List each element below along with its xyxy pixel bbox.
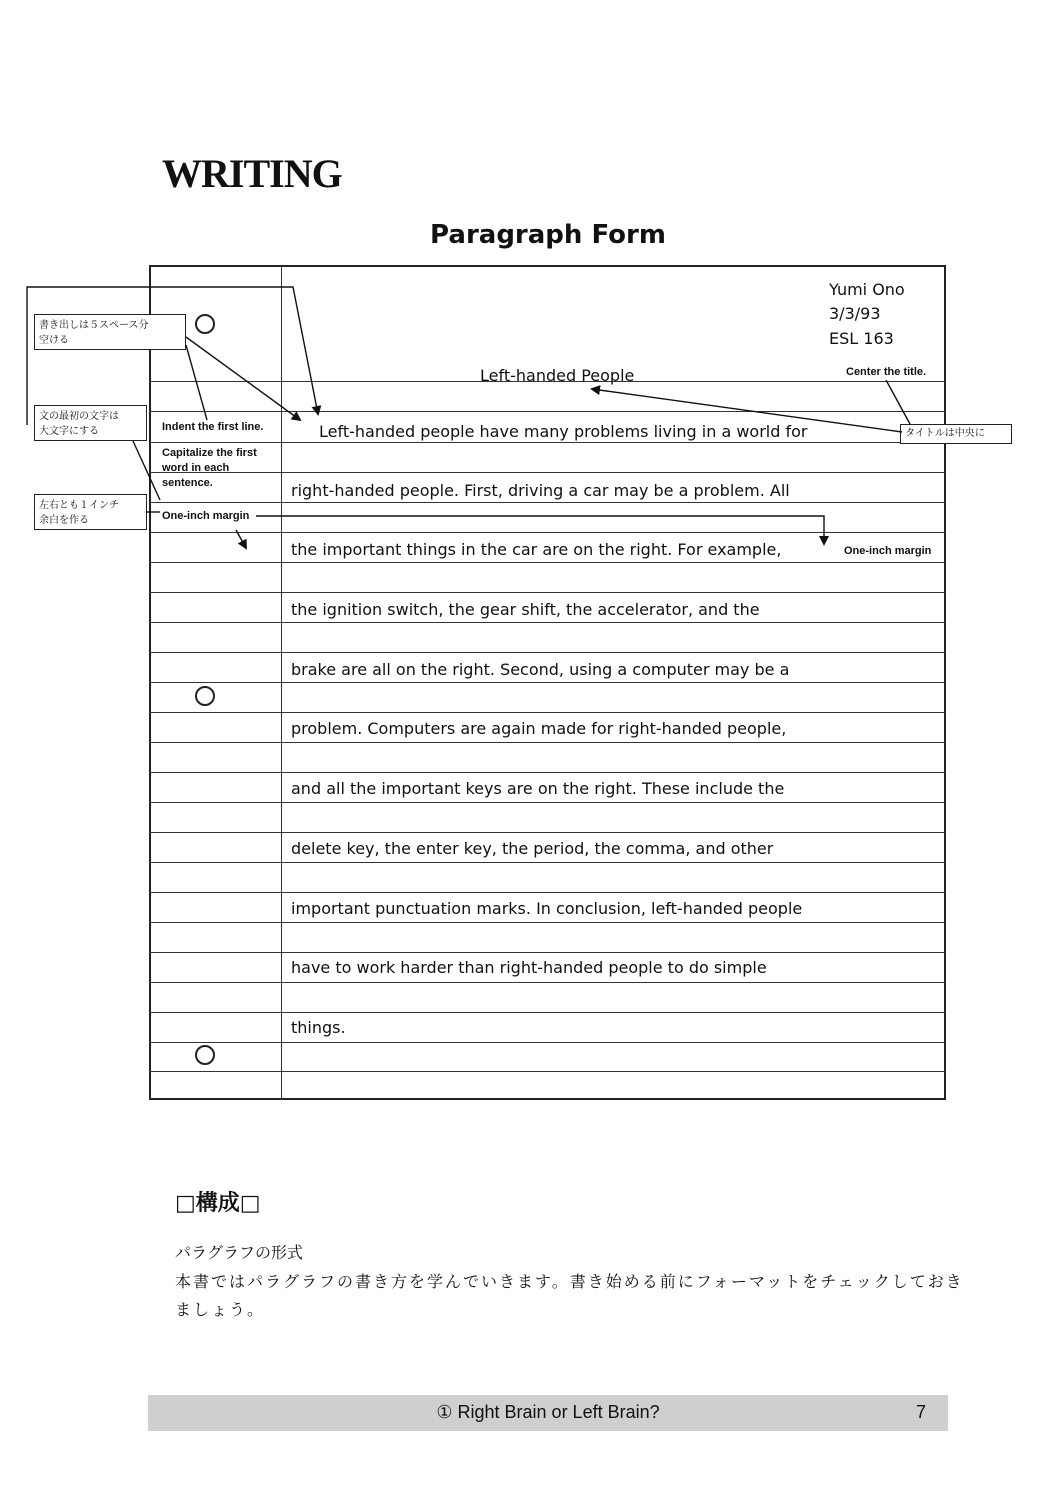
- ruled-line: [149, 592, 946, 593]
- annotation-margin-right: One-inch margin: [844, 545, 932, 557]
- ruled-line: [149, 802, 946, 803]
- essay-line: right-handed people. First, driving a car may be a problem. All: [291, 481, 790, 500]
- jp-note-line: 文の最初の文字は: [39, 411, 119, 422]
- ruled-line: [149, 892, 946, 893]
- essay-line: have to work harder than right-handed people to do simple: [291, 958, 767, 977]
- essay-line: problem. Computers are again made for right-handed people,: [291, 719, 787, 738]
- ruled-line: [149, 652, 946, 653]
- ruled-line: [149, 1071, 946, 1072]
- essay-line: brake are all on the right. Second, using a computer may be a: [291, 660, 790, 679]
- ruled-line: [149, 742, 946, 743]
- ruled-line: [149, 411, 946, 412]
- annotation-capitalize-line: word in each: [162, 462, 230, 474]
- ruled-line: [149, 982, 946, 983]
- ruled-line: [149, 532, 946, 533]
- essay-line: and all the important keys are on the right. These include the: [291, 779, 785, 798]
- annotation-capitalize-line: Capitalize the first: [162, 447, 257, 459]
- composition-body: 本書ではパラグラフの書き方を学んでいきます。書き始める前にフォーマットをチェックしておきましょう。: [175, 1272, 964, 1319]
- annotation-capitalize: [162, 446, 257, 491]
- jp-note-indent: [34, 314, 186, 350]
- binder-hole-icon: [195, 314, 215, 334]
- date: 3/3/93: [829, 304, 881, 323]
- jp-note-line: 空ける: [39, 335, 69, 346]
- chapter-title: ① Right Brain or Left Brain?: [436, 1402, 660, 1422]
- section-title: WRITING: [162, 151, 342, 196]
- essay-line: things.: [291, 1018, 346, 1037]
- ruled-line: [149, 1042, 946, 1043]
- jp-note-title-center: [900, 424, 1012, 444]
- ruled-line: [149, 832, 946, 833]
- jp-note-margin: [34, 494, 147, 530]
- course: ESL 163: [829, 329, 894, 348]
- essay-line: Left-handed people have many problems living in a world for: [319, 422, 808, 441]
- jp-note-line: 左右とも１インチ: [39, 500, 119, 511]
- ruled-line: [149, 562, 946, 563]
- essay-line: the ignition switch, the gear shift, the accelerator, and the: [291, 600, 760, 619]
- jp-note-line: 余白を作る: [39, 515, 89, 526]
- jp-note-capital: [34, 405, 147, 441]
- binder-hole-icon: [195, 1045, 215, 1065]
- essay-line: important punctuation marks. In conclusion, left-handed people: [291, 899, 803, 918]
- ruled-line: [149, 622, 946, 623]
- ruled-line: [149, 712, 946, 713]
- page-number: 7: [916, 1402, 927, 1422]
- ruled-line: [149, 772, 946, 773]
- ruled-line: [149, 472, 946, 473]
- ruled-line: [149, 502, 946, 503]
- annotation-center-title: Center the title.: [846, 366, 927, 378]
- jp-note-line: 書き出しは５スペース分: [39, 320, 149, 331]
- ruled-line: [149, 862, 946, 863]
- ruled-line: [149, 442, 946, 443]
- ruled-line: [149, 682, 946, 683]
- binder-hole-icon: [195, 686, 215, 706]
- essay-line: delete key, the enter key, the period, the comma, and other: [291, 839, 774, 858]
- composition-subheading: パラグラフの形式: [175, 1243, 304, 1262]
- essay-title: Left-handed People: [480, 366, 635, 385]
- ruled-line: [149, 952, 946, 953]
- annotation-margin-left: One-inch margin: [162, 510, 250, 522]
- student-name: Yumi Ono: [829, 280, 905, 299]
- ruled-line: [149, 922, 946, 923]
- annotation-capitalize-line: sentence.: [162, 477, 213, 489]
- annotation-indent: Indent the first line.: [162, 421, 264, 433]
- jp-note-line: 大文字にする: [39, 426, 99, 437]
- form-title: Paragraph Form: [430, 220, 666, 250]
- ruled-line: [149, 1012, 946, 1013]
- essay-line: the important things in the car are on the right. For example,: [291, 540, 782, 559]
- composition-heading: □構成□: [175, 1191, 261, 1216]
- jp-note-line: タイトルは中央に: [905, 428, 985, 439]
